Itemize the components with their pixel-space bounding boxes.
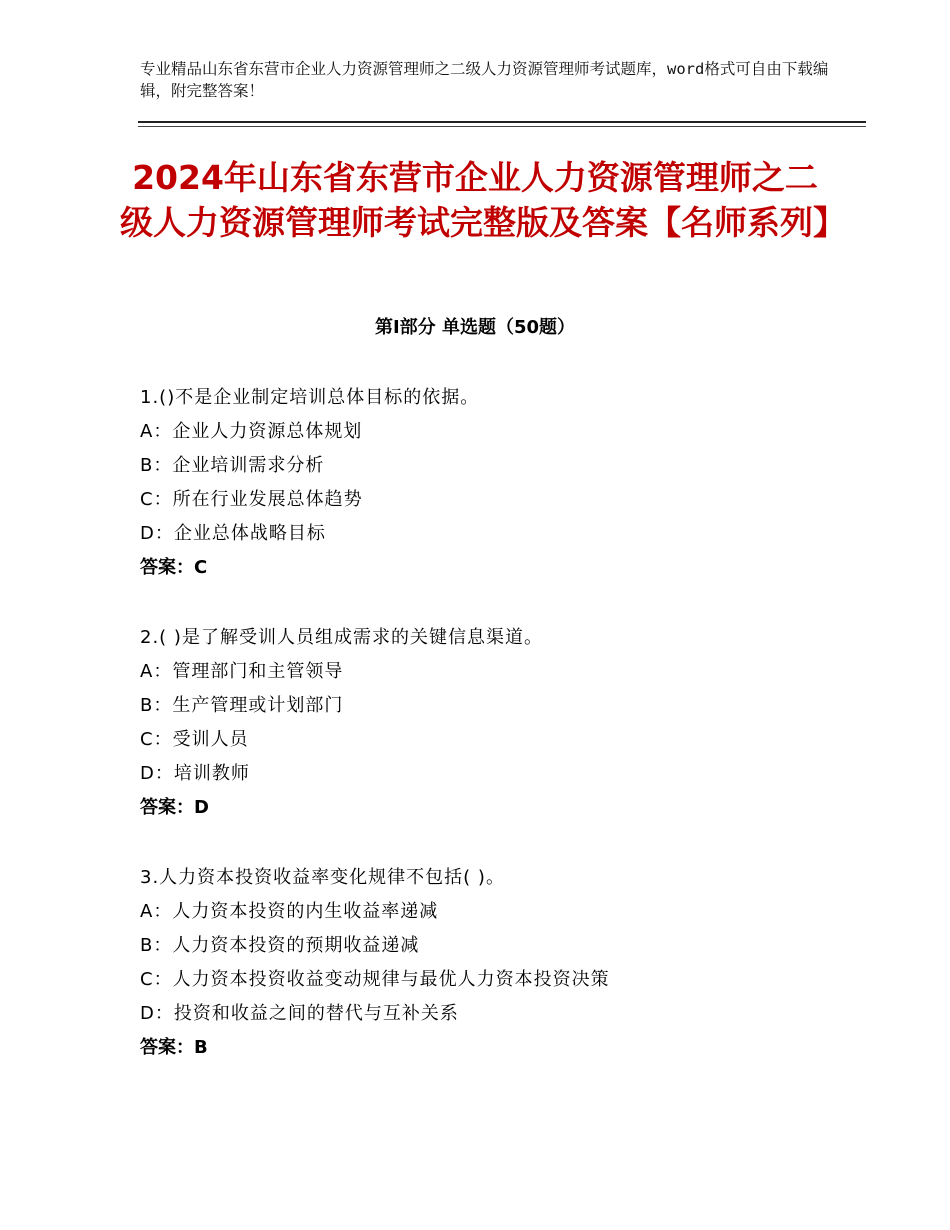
option-c: C：受训人员 <box>140 729 249 750</box>
header-note: 专业精品山东省东营市企业人力资源管理师之二级人力资源管理师考试题库，word格式可自由下载编辑，附完整答案！ <box>140 60 829 100</box>
option-a: A：企业人力资源总体规划 <box>140 421 363 442</box>
answer-label: 答案：D <box>140 797 209 818</box>
option-c: C：所在行业发展总体趋势 <box>140 489 363 510</box>
header-divider-thick <box>138 121 866 123</box>
option-a: A：人力资本投资的内生收益率递减 <box>140 901 439 922</box>
question-item-3 <box>140 861 840 1065</box>
option-b: B：生产管理或计划部门 <box>140 695 344 716</box>
option-d: D：培训教师 <box>140 763 250 784</box>
answer-label: 答案：C <box>140 557 208 578</box>
question-stem: 2.( )是了解受训人员组成需求的关键信息渠道。 <box>140 627 543 648</box>
question-list <box>140 381 840 1101</box>
question-item-2 <box>140 621 840 825</box>
option-c: C：人力资本投资收益变动规律与最优人力资本投资决策 <box>140 969 610 990</box>
question-stem: 1.()不是企业制定培训总体目标的依据。 <box>140 387 480 408</box>
question-stem: 3.人力资本投资收益率变化规律不包括( )。 <box>140 867 505 888</box>
option-d: D：投资和收益之间的替代与互补关系 <box>140 1003 459 1024</box>
question-item-1 <box>140 381 840 585</box>
option-d: D：企业总体战略目标 <box>140 523 326 544</box>
option-b: B：人力资本投资的预期收益递减 <box>140 935 420 956</box>
header-divider-thin <box>138 126 866 127</box>
document-title: 2024年山东省东营市企业人力资源管理师之二级人力资源管理师考试完整版及答案【名师系列】 <box>120 158 846 242</box>
answer-label: 答案：B <box>140 1037 208 1058</box>
option-a: A：管理部门和主管领导 <box>140 661 344 682</box>
option-b: B：企业培训需求分析 <box>140 455 325 476</box>
section-heading: 第Ⅰ部分 单选题（50题） <box>374 317 575 338</box>
